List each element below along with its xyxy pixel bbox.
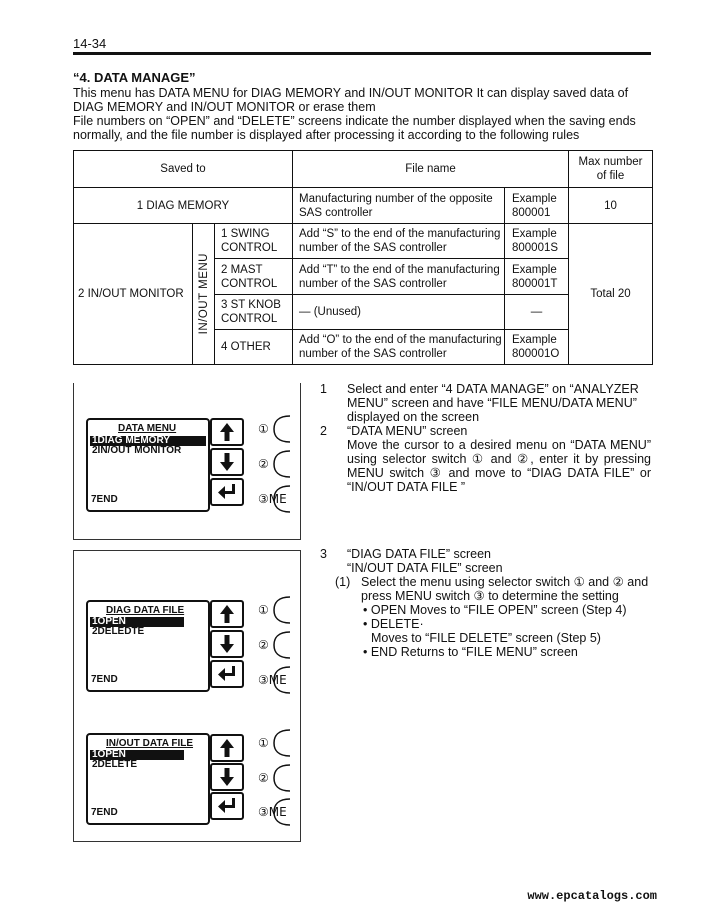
switch-bracket-icon <box>266 728 292 758</box>
diag-file-item-delete[interactable]: 2DELEDTE <box>92 626 145 637</box>
enter-icon <box>217 797 237 815</box>
menu-switch-3[interactable]: ③ME <box>258 673 287 687</box>
bullet-delete: • DELETE· <box>363 617 424 631</box>
section-heading: “4. DATA MANAGE” <box>73 70 196 85</box>
header-max-number: Max number of file <box>568 151 652 187</box>
header-saved-to: Saved to <box>160 163 206 175</box>
inout-monitor-label: 2 IN/OUT MONITOR <box>74 223 192 364</box>
data-menu-lcd <box>86 418 210 512</box>
inout-sub-4: 4 OTHER <box>214 329 292 364</box>
inout-menu-side <box>192 223 214 364</box>
data-menu-item-inout-monitor[interactable]: 2IN/OUT MONITOR <box>92 445 182 456</box>
up-arrow-button[interactable] <box>210 600 244 628</box>
inout-sub-1: 1 SWING CONTROL <box>214 223 292 258</box>
enter-button[interactable] <box>210 660 244 688</box>
inout-data-file-title: IN/OUT DATA FILE <box>106 738 194 749</box>
down-arrow-icon <box>219 634 235 654</box>
data-menu-title: DATA MENU <box>118 423 177 434</box>
switch-bracket-icon <box>266 797 292 827</box>
inout-sub-3: 3 ST KNOB CONTROL <box>214 294 292 329</box>
inout-file-item-delete[interactable]: 2DELETE <box>92 759 138 770</box>
data-menu-item-diag-memory[interactable]: 1DIAG MEMORY <box>90 436 206 446</box>
enter-icon <box>217 665 237 683</box>
switch-bracket-icon <box>266 484 292 514</box>
inout-rule-2: Add “T” to the end of the manufacturing number of the SAS controller <box>292 258 504 294</box>
inout-rule-3: — (Unused) <box>292 294 504 329</box>
bullet-delete-detail: Moves to “FILE DELETE” screen (Step 5) <box>371 631 601 645</box>
inout-example-3: — <box>504 294 568 329</box>
step-3-sub-number: (1) <box>335 575 351 589</box>
selector-switch-2[interactable]: ② <box>258 771 269 785</box>
down-arrow-button[interactable] <box>210 630 244 658</box>
step-1-number: 1 <box>320 382 327 396</box>
switch-bracket-icon <box>266 763 292 793</box>
switch-bracket-icon <box>266 449 292 479</box>
step-2-text: Move the cursor to a desired menu on “DATA MENU” using selector switch ① and ②, enter it by pressing MENU switch ③ and move to “DIAG DATA FILE” or “IN/OUT DATA FILE ” <box>347 438 651 494</box>
inout-sub-2: 2 MAST CONTROL <box>214 258 292 294</box>
step-2-heading: “DATA MENU” screen <box>347 424 468 438</box>
diag-file-item-open[interactable]: 1OPEN <box>90 617 184 627</box>
inout-file-end[interactable]: 7END <box>91 807 118 818</box>
diag-data-file-title: DIAG DATA FILE <box>106 605 185 616</box>
switch-bracket-icon <box>266 595 292 625</box>
intro-paragraph-2: File numbers on “OPEN” and “DELETE” screens indicate the number displayed when the saving ends normally, and the file number is displayed after processing it according to the following rules <box>73 114 636 142</box>
diag-memory-max: 10 <box>568 187 652 223</box>
menu-switch-3[interactable]: ③ME <box>258 492 287 506</box>
inout-rule-4: Add “O” to the end of the manufacturing number of the SAS controller <box>292 329 504 364</box>
header-file-name: File name <box>292 151 568 187</box>
diag-memory-label: 1 DIAG MEMORY <box>74 187 292 223</box>
step-3-sub-text: Select the menu using selector switch ① and ② and press MENU switch ③ to determine the setting <box>361 575 649 603</box>
selector-switch-2[interactable]: ② <box>258 638 269 652</box>
menu-switch-3[interactable]: ③ME <box>258 805 287 819</box>
switch-bracket-icon <box>266 665 292 695</box>
down-arrow-button[interactable] <box>210 448 244 476</box>
inout-example-2: Example 800001T <box>504 258 568 294</box>
step-1-text: Select and enter “4 DATA MANAGE” on “ANALYZER MENU” screen and have “FILE MENU/DATA MENU” displayed on the screen <box>347 382 639 424</box>
selector-switch-1[interactable]: ① <box>258 603 269 617</box>
down-arrow-icon <box>219 767 235 787</box>
enter-button[interactable] <box>210 792 244 820</box>
inout-menu-side-label: IN/OUT MENU <box>197 253 210 335</box>
bullet-end: • END Returns to “FILE MENU” screen <box>363 645 578 659</box>
diag-memory-rule: Manufacturing number of the opposite SAS controller <box>292 187 504 223</box>
enter-icon <box>217 483 237 501</box>
selector-switch-1[interactable]: ① <box>258 422 269 436</box>
inout-example-4: Example 800001O <box>504 329 568 364</box>
inout-file-item-open[interactable]: 1OPEN <box>90 750 184 760</box>
diag-file-end[interactable]: 7END <box>91 674 118 685</box>
up-arrow-button[interactable] <box>210 734 244 762</box>
step-2-number: 2 <box>320 424 327 438</box>
up-arrow-icon <box>219 422 235 442</box>
switch-bracket-icon <box>266 414 292 444</box>
up-arrow-button[interactable] <box>210 418 244 446</box>
selector-switch-2[interactable]: ② <box>258 457 269 471</box>
down-arrow-icon <box>219 452 235 472</box>
up-arrow-icon <box>219 604 235 624</box>
diag-memory-example: Example 800001 <box>504 187 568 223</box>
step-3-number: 3 <box>320 547 327 561</box>
file-number-table <box>73 150 653 365</box>
inout-example-1: Example 800001S <box>504 223 568 258</box>
data-menu-end[interactable]: 7END <box>91 494 118 505</box>
inout-max: Total 20 <box>568 223 652 364</box>
footer-url[interactable]: www.epcatalogs.com <box>527 889 657 903</box>
inout-rule-1: Add “S” to the end of the manufacturing number of the SAS controller <box>292 223 504 258</box>
up-arrow-icon <box>219 738 235 758</box>
intro-paragraph-1: This menu has DATA MENU for DIAG MEMORY and IN/OUT MONITOR It can display saved data of DIAG MEMORY and IN/OUT MONITOR or erase them <box>73 86 629 114</box>
step-3-heading-2: “IN/OUT DATA FILE” screen <box>347 561 503 575</box>
header-rule <box>73 52 651 55</box>
inout-data-file-lcd <box>86 733 210 825</box>
down-arrow-button[interactable] <box>210 763 244 791</box>
step-3-heading-1: “DIAG DATA FILE” screen <box>347 547 492 561</box>
diag-data-file-lcd <box>86 600 210 692</box>
page-number: 14-34 <box>73 36 107 51</box>
switch-bracket-icon <box>266 630 292 660</box>
enter-button[interactable] <box>210 478 244 506</box>
bullet-open: • OPEN Moves to “FILE OPEN” screen (Step 4) <box>363 603 627 617</box>
selector-switch-1[interactable]: ① <box>258 736 269 750</box>
